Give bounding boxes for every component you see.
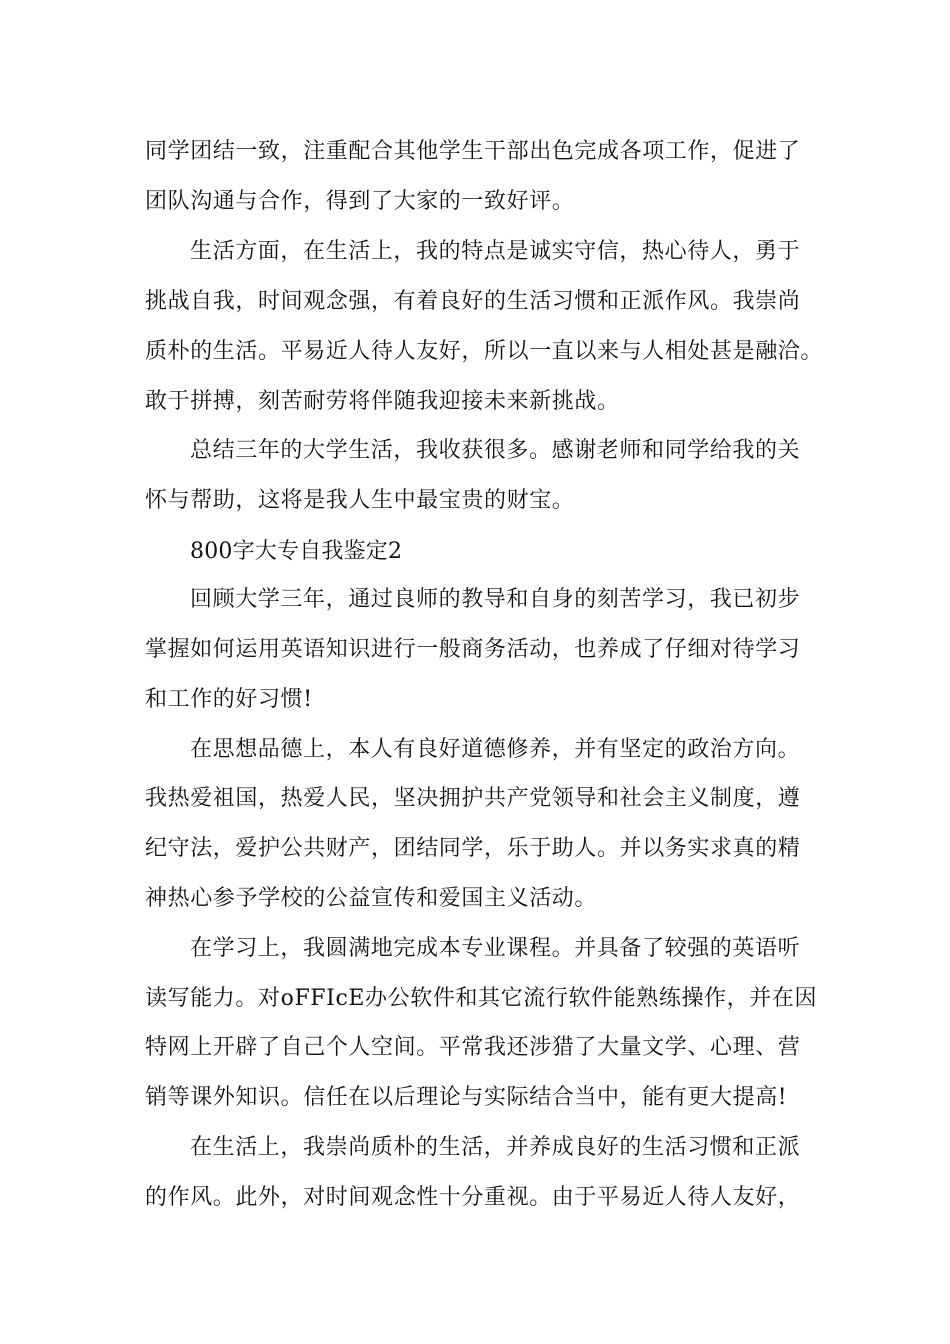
- text-line: 怀与帮助，这将是我人生中最宝贵的财宝。: [145, 488, 575, 513]
- text-line: 纪守法，爱护公共财产，团结同学，乐于助人。并以务实求真的精: [145, 836, 801, 861]
- paragraph-first-line: 在思想品德上，本人有良好道德修养，并有坚定的政治方向。: [190, 737, 801, 762]
- paragraph-first-line: 在生活上，我崇尚质朴的生活，并养成良好的生活习惯和正派: [190, 1135, 801, 1160]
- text-line: 特网上开辟了自己个人空间。平常我还涉猎了大量文学、心理、营: [145, 1035, 801, 1060]
- text-line: 挑战自我，时间观念强，有着良好的生活习惯和正派作风。我崇尚: [145, 289, 801, 314]
- section-heading: 800字大专自我鉴定2: [190, 539, 403, 564]
- text-line: 我热爱祖国，热爱人民，坚决拥护共产党领导和社会主义制度，遵: [145, 786, 801, 811]
- text-line: 和工作的好习惯!: [145, 687, 313, 712]
- text-line: 神热心参予学校的公益宣传和爱国主义活动。: [145, 886, 598, 911]
- text-line: 掌握如何运用英语知识进行一般商务活动，也养成了仔细对待学习: [145, 637, 801, 662]
- text-line: 销等课外知识。信任在以后理论与实际结合当中，能有更大提高!: [145, 1085, 788, 1110]
- text-line: 的作风。此外，对时间观念性十分重视。由于平易近人待人友好，: [145, 1185, 801, 1210]
- paragraph-first-line: 生活方面，在生活上，我的特点是诚实守信，热心待人，勇于: [190, 239, 801, 264]
- text-line: 质朴的生活。平易近人待人友好，所以一直以来与人相处甚是融洽。: [145, 339, 824, 364]
- text-line: 团队沟通与合作，得到了大家的一致好评。: [145, 189, 575, 214]
- text-line: 同学团结一致，注重配合其他学生干部出色完成各项工作，促进了: [145, 139, 801, 164]
- paragraph-first-line: 总结三年的大学生活，我收获很多。感谢老师和同学给我的关: [190, 438, 801, 463]
- text-line: 读写能力。对oFFIcE办公软件和其它流行软件能熟练操作，并在因: [145, 986, 818, 1011]
- paragraph-first-line: 在学习上，我圆满地完成本专业课程。并具备了较强的英语听: [190, 936, 801, 961]
- text-line: 敢于拼搏，刻苦耐劳将伴随我迎接未来新挑战。: [145, 389, 620, 414]
- paragraph-first-line: 回顾大学三年，通过良师的教导和自身的刻苦学习，我已初步: [190, 587, 801, 612]
